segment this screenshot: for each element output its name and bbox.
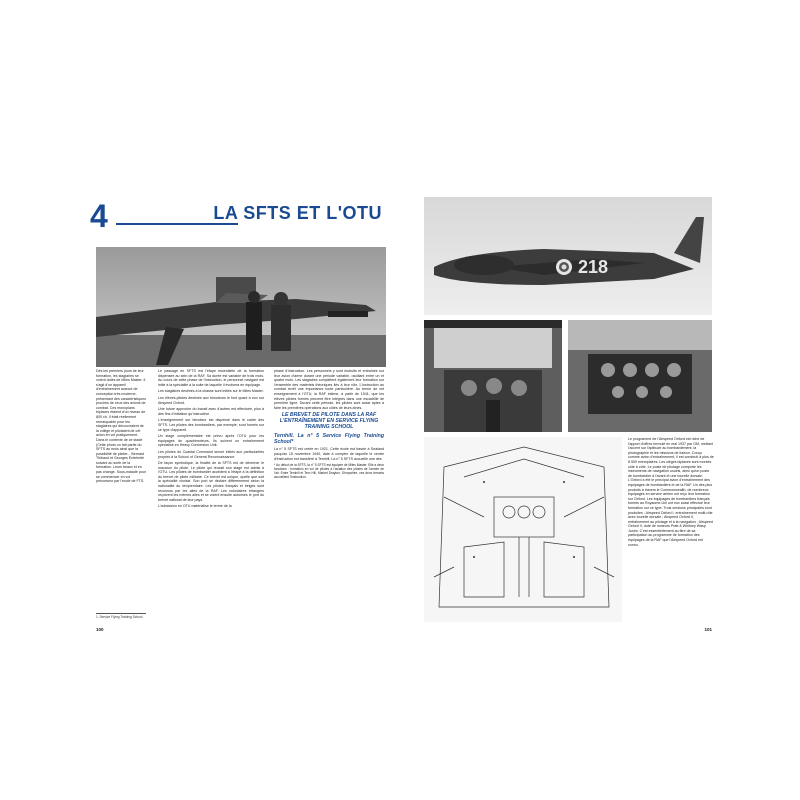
text-column-1	[158, 369, 264, 611]
page-number-right: 101	[704, 627, 712, 632]
cockpit-cutaway-drawing	[424, 437, 622, 622]
page-number-left: 100	[96, 627, 104, 632]
aircraft-photo	[424, 197, 712, 315]
pilots-photo-illustration	[96, 247, 386, 367]
aircraft-code: 218	[578, 257, 609, 277]
col2-paragraph: phase d'instruction. Les personnels y sont instruits et entraînés sur leur avion d'arme durant une période variable, oscillant entre un et quatre mois. Les stagiaires complètent également leur formation sur l'ensemble des matériels théoriques liés à leur rôle. L'instruction au combat revêt une importance toute particulière. Au terme de cet enseignement à l'OTU, la RAF estime, à partir de 1941, que les élèves pilotes formés peuvent être intégrés dans une escadrille de première ligne. Durant cette période, les pilotes sont aussi aptes à faire les premières opérations aux côtés de leurs aînés.	[274, 369, 384, 410]
col1-paragraph: Une future approche du travail avec d'autres est effectuée, plus à des fins d'initiation qu'instructive.	[158, 407, 264, 416]
chapter-title: LA SFTS ET L'OTU	[213, 203, 382, 223]
col1-paragraph: L'enseignement sur bimoteur est dispensé dans le cadre des SFTS. Les pilotes des bombardiers, par exemple, sont formés sur ce type d'appareil.	[158, 418, 264, 432]
cockpit-photo-left	[424, 320, 562, 432]
right-caption: Le programme de l'Airspeed Oxford est riche de l'apport d'offres formulé en mai 1937 par GM, mettant l'accent sur l'aptitude au bombardement, la photographie et les missions de liaison. Conçu comme avion d'entraînement, il est construit à plus de 8 500 exemplaires. Les sièges biplaces sont montés côte à côte. Le poste de pilotage comporte les instruments de navigation usuels, ainsi qu'un poste de bombardier à l'avant et une tourelle dorsale. L'Oxford a été le principal avion d'entraînement des équipages de bombardiers et de la RAF. Un des plus produits à travers le Commonwealth, de nombreux équipages en service aérien ont reçu leur formation sur Oxford. Les équipages de bombardiers français formés au Royaume-Uni ont eux aussi effectué leur formation sur ce type. Trois versions principales sont produites : Airspeed Oxford I, entraînement multi-rôle avec tourelle dorsale ; Airspeed Oxford II, entraînement au pilotage et à la navigation ; Airspeed Oxford V, doté de moteurs Pratt & Whitney Wasp Junior. C'est essentiellement au titre de sa participation au programme de formation des équipages de la RAF que l'Airspeed Oxford est connu.	[628, 437, 714, 547]
chapter-number: 4	[90, 198, 108, 234]
cockpit-photo-right	[568, 320, 712, 432]
cockpit-photo-left-illustration	[424, 320, 562, 432]
col1-paragraph: L'admission en OTU matérialise le terme de la	[158, 504, 232, 509]
left-page	[90, 185, 392, 632]
footnote-left: 1. Service Flying Training School	[96, 615, 143, 619]
pilots-photo	[96, 247, 386, 367]
right-page	[422, 185, 714, 632]
col1-paragraph: Le passage en SFTS est l'étape essentielle de la formation dispensée au sein de la RAF. Sa durée est variable de trois mois. Au cours de cette phase de l'instruction, le personnel navigant est initié à la spécialité à la suite de laquelle il évoluera en équipage.	[158, 369, 264, 387]
col1-paragraph: Un stage complémentaire est prévu après l'OTU pour les équipages de quadrimoteurs. Ils suivent un entraînement spécialisé en Heavy Conversion Unit.	[158, 434, 264, 448]
section-heading: LE BREVET DE PILOTE DANS LA RAF L'ENTRAÎNEMENT EN SERVICE FLYING TRAINING SCHOOL	[279, 412, 379, 431]
photo-caption-left: Dès les premiers jours de leur formation, les stagiaires se voient dotés de Miles Master. Il s'agit d'un appareil d'entraînement avancé de conception très moderne, présentant des caractéristiques proches de ceux des avions de combat. Ces monoplans biplaces étaient d'un niveau de 800 ch. Il était réellement remarquable pour les stagiaires qui découvraient de la voltige et pilotaient de cet avion en vol pratiquement. Dans le contexte de ce stade (Cette photo on fait partie du SFTS au mois ainsi que la possibilité de piloter... Bernard Thibaud et Georges Extrémité suivant au sortir de la formation. Leurs beaux et en pas change. Sous-malade pour se commencer en vol précurseur par l'ecole de FTS.	[96, 369, 146, 484]
col1-paragraph: Les stagiaires destinés à la chasse sont initiés sur le Miles Master.	[158, 389, 264, 394]
col1-paragraph: Les pilotes du Coastal Command seront initiés aux particularités propres à la School of General Reconnaissance.	[158, 449, 264, 459]
col2-footnote: * Au début de la SFTS, la n° 5 SFTS est équipée de Miles Master. Elle a deux fonctions : formation en vol de pilotes à l'aviation des pilotes de l'armée de l'air. Entre Ternhill et Tern Hill, Market Drayton, Shropshire, ces deux terrains accueillent l'instruction.	[274, 463, 384, 480]
section-subheading: Ternhill. La n° 5 Service Flying Training School*	[274, 433, 384, 446]
col2-paragraph: La n° 5 SFTS est créée en 1921. Cette école est basée à Sealand jusqu'au 15 novembre 1940, date à compter de laquelle le centre d'instruction est transféré à Ternhill. La n° 5 SFTS accueille une des	[274, 447, 384, 461]
col1-paragraph: De façon symbolique, la finalité de la SFTS est de décerner le macaron du pilote. Le pilote qui réussit son stage est admis à l'OTU. Les pilotes de bombardier accèdent à l'étape à la définition du brevet de pilote militaire. Ce brevet est unique, quelle que soit la spécialité choisie. Son port se déclare différemment selon la nationalité du récipiendaire. Les pilotes français et belges sont reconnus par les ailes de la RAF. Les volontaires étrangers reçoivent les mêmes ailes et se voient ensuite autorisés le port du brevet national de leur pays.	[158, 461, 264, 502]
cockpit-cutaway-illustration	[424, 437, 622, 622]
col1-paragraph: Les élèves-pilotes destinés aux bimoteurs le font quant à eux sur Airspeed Oxford.	[158, 395, 264, 405]
footnote-rule	[96, 613, 146, 614]
aircraft-photo-illustration	[424, 197, 712, 315]
text-column-2	[274, 369, 384, 597]
cockpit-photo-right-illustration	[568, 320, 712, 432]
